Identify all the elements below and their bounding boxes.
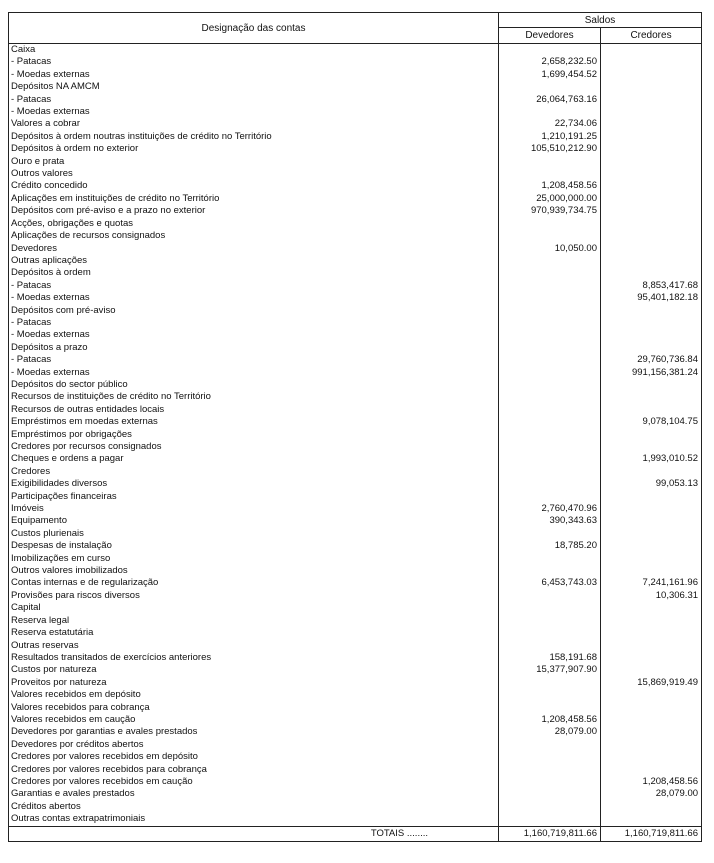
table-row	[9, 44, 702, 57]
credit-value: 99,053.13	[601, 478, 702, 490]
accounts-table	[8, 12, 702, 842]
credit-value	[601, 168, 702, 180]
table-row	[9, 565, 702, 577]
table-row	[9, 168, 702, 180]
credit-value	[601, 640, 702, 652]
debit-value	[499, 615, 601, 627]
table-row	[9, 503, 702, 515]
credit-value	[601, 801, 702, 813]
debit-value	[499, 491, 601, 503]
totals-credit: 1,160,719,811.66	[601, 826, 702, 841]
table-row	[9, 81, 702, 93]
account-label: Crédito concedido	[9, 180, 499, 192]
credit-value	[601, 515, 702, 527]
credit-value	[601, 615, 702, 627]
debit-value: 105,510,212.90	[499, 143, 601, 155]
credit-value	[601, 342, 702, 354]
credit-value	[601, 689, 702, 701]
table-row	[9, 590, 702, 602]
table-row	[9, 739, 702, 751]
account-label: Depósitos à ordem	[9, 267, 499, 279]
account-label: - Patacas	[9, 56, 499, 68]
table-row	[9, 156, 702, 168]
debit-value	[499, 640, 601, 652]
table-row	[9, 813, 702, 826]
table-row	[9, 379, 702, 391]
account-label: Valores recebidos em caução	[9, 714, 499, 726]
credit-value	[601, 44, 702, 57]
credit-value	[601, 429, 702, 441]
credit-value	[601, 143, 702, 155]
table-row	[9, 329, 702, 341]
credit-column-header: Credores	[601, 28, 702, 44]
debit-value	[499, 267, 601, 279]
account-label: Custos plurienais	[9, 528, 499, 540]
account-label: Outras aplicações	[9, 255, 499, 267]
account-label: Devedores por créditos abertos	[9, 739, 499, 751]
credit-value	[601, 813, 702, 826]
debit-value: 1,208,458.56	[499, 714, 601, 726]
totals-row	[9, 826, 702, 841]
credit-value	[601, 714, 702, 726]
account-label: Empréstimos por obrigações	[9, 429, 499, 441]
debit-value	[499, 776, 601, 788]
account-label: Depósitos à ordem noutras instituições de crédito no Território	[9, 131, 499, 143]
credit-value	[601, 329, 702, 341]
debit-value: 2,760,470.96	[499, 503, 601, 515]
table-row	[9, 553, 702, 565]
account-label: Capital	[9, 602, 499, 614]
credit-value: 95,401,182.18	[601, 292, 702, 304]
debit-value	[499, 702, 601, 714]
table-row	[9, 69, 702, 81]
account-label: Cheques e ordens a pagar	[9, 453, 499, 465]
debit-value	[499, 478, 601, 490]
debit-value: 1,210,191.25	[499, 131, 601, 143]
debit-column-header: Devedores	[499, 28, 601, 44]
table-row	[9, 429, 702, 441]
account-label: Despesas de instalação	[9, 540, 499, 552]
account-label: Depósitos com pré-aviso e a prazo no exterior	[9, 205, 499, 217]
debit-value	[499, 453, 601, 465]
table-row	[9, 367, 702, 379]
account-label: Acções, obrigações e quotas	[9, 218, 499, 230]
debit-value: 26,064,763.16	[499, 94, 601, 106]
credit-value: 28,079.00	[601, 788, 702, 800]
table-row	[9, 751, 702, 763]
account-label: Valores a cobrar	[9, 118, 499, 130]
account-label: Custos por natureza	[9, 664, 499, 676]
table-row	[9, 788, 702, 800]
credit-value	[601, 404, 702, 416]
table-row	[9, 702, 702, 714]
debit-value: 6,453,743.03	[499, 577, 601, 589]
credit-value	[601, 491, 702, 503]
account-label: - Moedas externas	[9, 367, 499, 379]
credit-value	[601, 528, 702, 540]
account-label: Outros valores imobilizados	[9, 565, 499, 577]
credit-value	[601, 764, 702, 776]
account-label: Credores por recursos consignados	[9, 441, 499, 453]
debit-value: 1,208,458.56	[499, 180, 601, 192]
table-row	[9, 94, 702, 106]
credit-value	[601, 540, 702, 552]
credit-value: 8,853,417.68	[601, 280, 702, 292]
credit-value	[601, 230, 702, 242]
account-label: Caixa	[9, 44, 499, 57]
debit-value	[499, 106, 601, 118]
account-label: Depósitos com pré-aviso	[9, 305, 499, 317]
debit-value	[499, 354, 601, 366]
account-label: Outras contas extrapatrimoniais	[9, 813, 499, 826]
table-row	[9, 255, 702, 267]
credit-value	[601, 56, 702, 68]
table-row	[9, 391, 702, 403]
account-label: Ouro e prata	[9, 156, 499, 168]
credit-value	[601, 94, 702, 106]
debit-value	[499, 565, 601, 577]
account-label: Recursos de outras entidades locais	[9, 404, 499, 416]
table-row	[9, 280, 702, 292]
table-row	[9, 118, 702, 130]
account-label: Credores por valores recebidos para cobrança	[9, 764, 499, 776]
debit-value	[499, 751, 601, 763]
debit-value: 2,658,232.50	[499, 56, 601, 68]
credit-value: 1,208,458.56	[601, 776, 702, 788]
table-row	[9, 528, 702, 540]
credit-value	[601, 664, 702, 676]
debit-value	[499, 292, 601, 304]
table-row	[9, 726, 702, 738]
table-row	[9, 615, 702, 627]
table-row	[9, 305, 702, 317]
debit-value: 28,079.00	[499, 726, 601, 738]
account-label: Reserva legal	[9, 615, 499, 627]
debit-value	[499, 342, 601, 354]
debit-value	[499, 677, 601, 689]
debit-value	[499, 627, 601, 639]
table-row	[9, 466, 702, 478]
debit-value	[499, 404, 601, 416]
debit-value: 15,377,907.90	[499, 664, 601, 676]
account-label: Resultados transitados de exercícios anteriores	[9, 652, 499, 664]
table-row	[9, 292, 702, 304]
credit-value	[601, 243, 702, 255]
account-label: Reserva estatutária	[9, 627, 499, 639]
account-label: Credores por valores recebidos em depósito	[9, 751, 499, 763]
account-label: Depósitos NA AMCM	[9, 81, 499, 93]
totals-debit: 1,160,719,811.66	[499, 826, 601, 841]
account-label: Depósitos do sector público	[9, 379, 499, 391]
credit-value	[601, 553, 702, 565]
account-label: - Moedas externas	[9, 292, 499, 304]
debit-value	[499, 280, 601, 292]
credit-value: 15,869,919.49	[601, 677, 702, 689]
account-label: Aplicações em instituições de crédito no Território	[9, 193, 499, 205]
table-row	[9, 627, 702, 639]
table-row	[9, 664, 702, 676]
credit-value	[601, 739, 702, 751]
debit-value	[499, 553, 601, 565]
table-row	[9, 205, 702, 217]
table-row	[9, 404, 702, 416]
credit-value: 29,760,736.84	[601, 354, 702, 366]
debit-value	[499, 764, 601, 776]
table-row	[9, 689, 702, 701]
debit-value	[499, 305, 601, 317]
debit-value	[499, 416, 601, 428]
balance-sheet	[8, 12, 701, 842]
account-label: Equipamento	[9, 515, 499, 527]
debit-value	[499, 391, 601, 403]
table-row	[9, 267, 702, 279]
table-row	[9, 218, 702, 230]
table-row	[9, 243, 702, 255]
account-label: - Moedas externas	[9, 329, 499, 341]
table-row	[9, 193, 702, 205]
debit-value	[499, 788, 601, 800]
account-label: Imóveis	[9, 503, 499, 515]
credit-value: 1,993,010.52	[601, 453, 702, 465]
credit-value	[601, 751, 702, 763]
credit-value	[601, 391, 702, 403]
table-row	[9, 602, 702, 614]
table-row	[9, 56, 702, 68]
credit-value	[601, 627, 702, 639]
table-row	[9, 478, 702, 490]
credit-value	[601, 180, 702, 192]
credit-value	[601, 652, 702, 664]
table-row	[9, 317, 702, 329]
debit-value: 390,343.63	[499, 515, 601, 527]
debit-value	[499, 156, 601, 168]
table-row	[9, 677, 702, 689]
credit-value	[601, 379, 702, 391]
debit-value: 25,000,000.00	[499, 193, 601, 205]
debit-value	[499, 255, 601, 267]
credit-value	[601, 218, 702, 230]
account-label: Valores recebidos para cobrança	[9, 702, 499, 714]
table-row	[9, 652, 702, 664]
account-label: Recursos de instituições de crédito no Território	[9, 391, 499, 403]
account-label: - Moedas externas	[9, 69, 499, 81]
table-row	[9, 776, 702, 788]
table-row	[9, 640, 702, 652]
credit-value	[601, 193, 702, 205]
credit-value	[601, 317, 702, 329]
table-row	[9, 230, 702, 242]
table-row	[9, 131, 702, 143]
account-label: Proveitos por natureza	[9, 677, 499, 689]
credit-value	[601, 255, 702, 267]
credit-value	[601, 305, 702, 317]
debit-value: 22,734.06	[499, 118, 601, 130]
debit-value	[499, 367, 601, 379]
debit-value	[499, 44, 601, 57]
account-label: Devedores por garantias e avales prestados	[9, 726, 499, 738]
table-row	[9, 714, 702, 726]
credit-value	[601, 267, 702, 279]
account-label: Aplicações de recursos consignados	[9, 230, 499, 242]
account-label: Provisões para riscos diversos	[9, 590, 499, 602]
credit-value: 991,156,381.24	[601, 367, 702, 379]
table-row	[9, 143, 702, 155]
table-row	[9, 416, 702, 428]
credit-value	[601, 565, 702, 577]
account-label: Devedores	[9, 243, 499, 255]
table-row	[9, 342, 702, 354]
table-row	[9, 453, 702, 465]
credit-value: 7,241,161.96	[601, 577, 702, 589]
table-body	[9, 44, 702, 827]
account-label: Credores	[9, 466, 499, 478]
credit-value: 10,306.31	[601, 590, 702, 602]
debit-value: 18,785.20	[499, 540, 601, 552]
debit-value: 970,939,734.75	[499, 205, 601, 217]
debit-value	[499, 739, 601, 751]
table-row	[9, 441, 702, 453]
account-label: Depósitos a prazo	[9, 342, 499, 354]
account-label: Credores por valores recebidos em caução	[9, 776, 499, 788]
debit-value	[499, 602, 601, 614]
debit-value	[499, 528, 601, 540]
totals-label: TOTAIS ........	[9, 826, 499, 841]
table-row	[9, 491, 702, 503]
credit-value	[601, 205, 702, 217]
debit-value	[499, 218, 601, 230]
account-column-header: Designação das contas	[9, 13, 499, 44]
credit-value	[601, 702, 702, 714]
debit-value	[499, 379, 601, 391]
account-label: Outros valores	[9, 168, 499, 180]
account-label: - Patacas	[9, 317, 499, 329]
account-label: Participações financeiras	[9, 491, 499, 503]
account-label: Outras reservas	[9, 640, 499, 652]
credit-value	[601, 81, 702, 93]
table-row	[9, 515, 702, 527]
account-label: Garantias e avales prestados	[9, 788, 499, 800]
debit-value	[499, 168, 601, 180]
account-label: - Patacas	[9, 354, 499, 366]
account-label: Valores recebidos em depósito	[9, 689, 499, 701]
debit-value: 1,699,454.52	[499, 69, 601, 81]
debit-value	[499, 590, 601, 602]
debit-value	[499, 317, 601, 329]
credit-value	[601, 69, 702, 81]
account-label: Créditos abertos	[9, 801, 499, 813]
table-row	[9, 106, 702, 118]
debit-value: 10,050.00	[499, 243, 601, 255]
account-label: - Patacas	[9, 94, 499, 106]
credit-value: 9,078,104.75	[601, 416, 702, 428]
table-row	[9, 801, 702, 813]
table-row	[9, 354, 702, 366]
debit-value	[499, 689, 601, 701]
credit-value	[601, 106, 702, 118]
credit-value	[601, 441, 702, 453]
debit-value	[499, 230, 601, 242]
table-row	[9, 180, 702, 192]
table-row	[9, 540, 702, 552]
account-label: Imobilizações em curso	[9, 553, 499, 565]
debit-value	[499, 81, 601, 93]
credit-value	[601, 118, 702, 130]
debit-value	[499, 441, 601, 453]
credit-value	[601, 726, 702, 738]
account-label: Contas internas e de regularização	[9, 577, 499, 589]
account-label: Exigibilidades diversos	[9, 478, 499, 490]
debit-value	[499, 813, 601, 826]
table-row	[9, 764, 702, 776]
credit-value	[601, 156, 702, 168]
credit-value	[601, 466, 702, 478]
account-label: Depósitos à ordem no exterior	[9, 143, 499, 155]
debit-value	[499, 466, 601, 478]
debit-value: 158,191.68	[499, 652, 601, 664]
saldos-header: Saldos	[499, 13, 702, 28]
credit-value	[601, 503, 702, 515]
debit-value	[499, 329, 601, 341]
credit-value	[601, 602, 702, 614]
credit-value	[601, 131, 702, 143]
debit-value	[499, 429, 601, 441]
account-label: Empréstimos em moedas externas	[9, 416, 499, 428]
table-row	[9, 577, 702, 589]
debit-value	[499, 801, 601, 813]
account-label: - Moedas externas	[9, 106, 499, 118]
account-label: - Patacas	[9, 280, 499, 292]
